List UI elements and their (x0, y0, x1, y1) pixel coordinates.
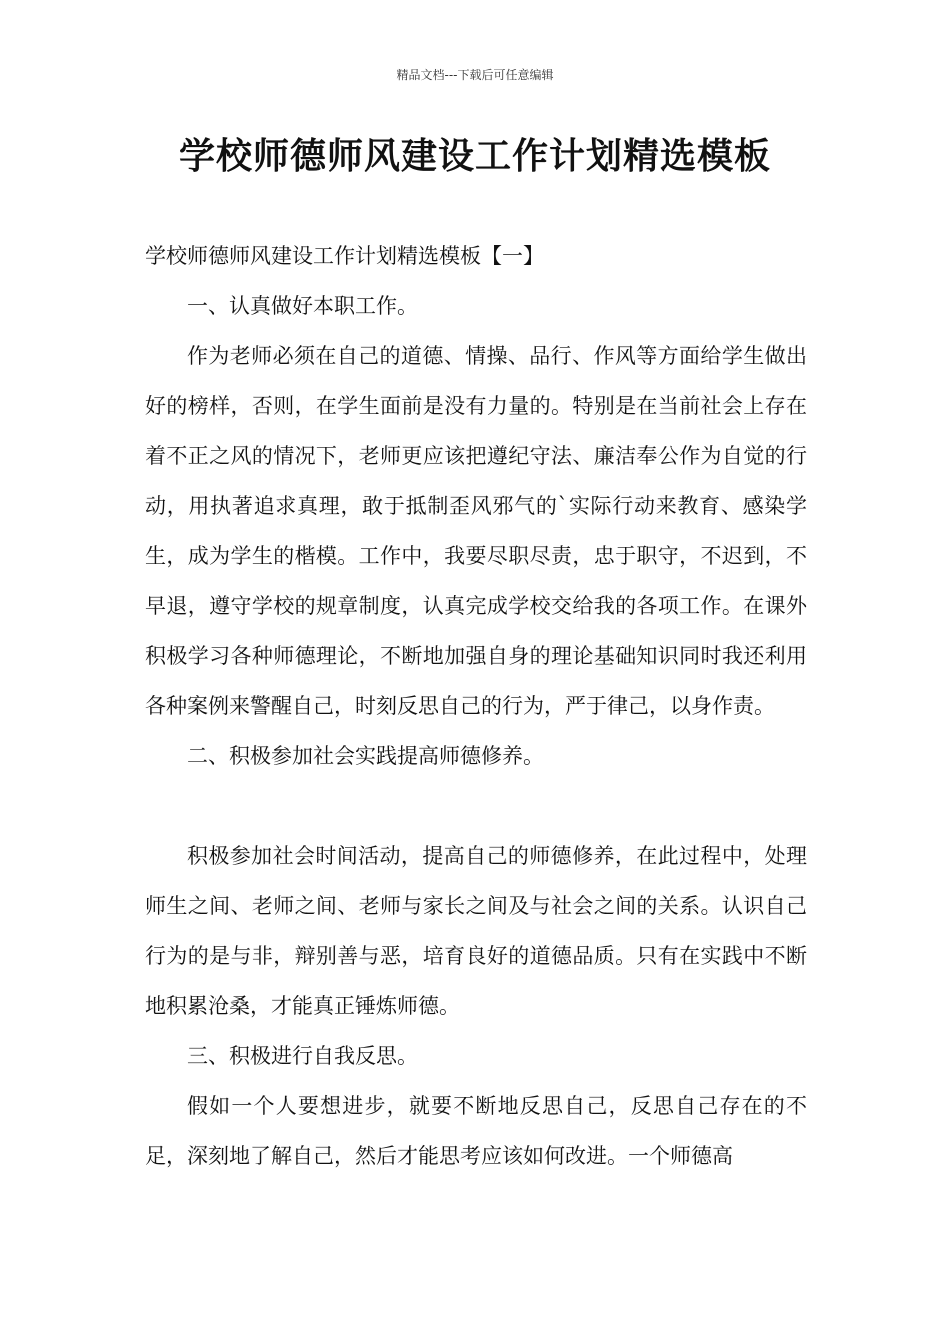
section-heading-2: 二、积极参加社会实践提高师德修养。 (187, 744, 544, 768)
document-title: 学校师德师风建设工作计划精选模板 (178, 136, 771, 177)
paragraph-3: 假如一个人要想进步，就要不断地反思自己，反思自己存在的不足，深刻地了解自己，然后才能思考应该如何改进。一个师德高 (145, 1094, 807, 1168)
header-note: 精品文档---下载后可任意编辑 (396, 68, 554, 82)
blank-line (145, 781, 807, 831)
paragraph-2: 积极参加社会时间活动，提高自己的师德修养，在此过程中，处理师生之间、老师之间、老师与家长之间及与社会之间的关系。认识自己行为的是与非，辩别善与恶，培育良好的道德品质。只有在实践中不断地积累沧桑，才能真正锤炼师德。 (145, 844, 807, 1018)
document-body (145, 231, 807, 1181)
document-subtitle: 学校师德师风建设工作计划精选模板【一】 (145, 244, 544, 268)
section-heading-3: 三、积极进行自我反思。 (187, 1044, 418, 1068)
paragraph-1: 作为老师必须在自己的道德、情操、品行、作风等方面给学生做出好的榜样，否则，在学生面前是没有力量的。特别是在当前社会上存在着不正之风的情况下，老师更应该把遵纪守法、廉洁奉公作为自觉的行动，用执著追求真理，敢于抵制歪风邪气的`实际行动来教育、感染学生，成为学生的楷模。工作中，我要尽职尽责，忠于职守，不迟到，不早退，遵守学校的规章制度，认真完成学校交给我的各项工作。在课外积极学习各种师德理论，不断地加强自身的理论基础知识同时我还利用各种案例来警醒自己，时刻反思自己的行为，严于律己，以身作责。 (145, 344, 807, 718)
section-heading-1: 一、认真做好本职工作。 (187, 294, 418, 318)
